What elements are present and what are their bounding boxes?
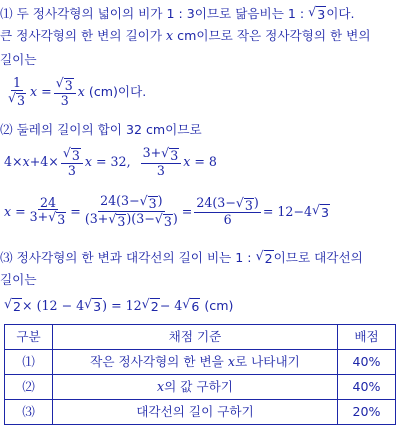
p1-line3 xyxy=(0,52,37,67)
p1-eq-tail: (cm)이다. xyxy=(88,84,147,100)
table-row xyxy=(5,375,396,400)
p1-line2-var: x xyxy=(166,28,174,43)
p2-frac3: 24(3− √ 3 ) 6 xyxy=(196,194,259,228)
p3-line2-text: 길이는 xyxy=(0,272,37,287)
p1-line3-text: 길이는 xyxy=(0,52,37,67)
p3-line1-end: 이므로 대각선의 xyxy=(273,249,363,265)
p1-line2b: cm이므로 작은 정사각형의 한 변의 xyxy=(177,28,371,43)
scoring-table xyxy=(4,324,396,425)
p1-frac1: 1 √ 3 xyxy=(8,75,26,108)
p1-line1-end: 이다. xyxy=(326,5,355,21)
p1-eq-var: x xyxy=(30,84,38,100)
row-part: ⑶ xyxy=(5,400,53,425)
p3-equation: √ 2 × (12 − 4 √ 3 ) = 12 √ 2 − 4 √ 6 (cm) xyxy=(4,296,234,314)
p1-line2 xyxy=(0,28,371,43)
p1-marker: ⑴ xyxy=(0,5,13,21)
p2-fracB: 3+ √ 3 3 xyxy=(141,146,182,178)
p2-equation-a: 4× x +4× √ 3 3 x = 32, 3+ √ 3 3 x = 8 xyxy=(4,145,217,178)
header-part: 구분 xyxy=(5,325,53,350)
p3-sqrt2: √ 2 xyxy=(255,248,273,266)
row-score: 20% xyxy=(338,400,396,425)
header-criterion: 채점 기준 xyxy=(53,325,338,350)
p2-marker: ⑵ xyxy=(0,122,13,137)
header-score: 배점 xyxy=(338,325,396,350)
p1-frac2: √ 3 3 xyxy=(54,76,76,108)
row-part: ⑴ xyxy=(5,350,53,375)
p3-line1-text: 정사각형의 한 변과 대각선의 길이 비는 1 : xyxy=(16,249,252,265)
p3-line2 xyxy=(0,272,37,287)
p3-line1 xyxy=(0,248,363,266)
p3-marker: ⑶ xyxy=(0,249,13,265)
row-score: 40% xyxy=(338,350,396,375)
row-part: ⑵ xyxy=(5,375,53,400)
p1-equation: 1 √ 3 x = √ 3 3 x (cm)이다. xyxy=(8,75,147,108)
p2-equation-b: x = 24 3+ √ 3 = 24(3− √ 3 ) (3+ √ 3 )(3− √ 3 ) = 24(3− √ 3 ) 6 = 12−4 √ 3 xyxy=(4,193,330,229)
p2-frac1: 24 3+ √ 3 xyxy=(29,194,66,228)
row-criterion: 작은 정사각형의 한 변을 x로 나타내기 xyxy=(53,350,338,375)
table-header-row xyxy=(5,325,396,350)
row-score: 40% xyxy=(338,375,396,400)
row-criterion: 대각선의 길이 구하기 xyxy=(53,400,338,425)
p1-line1 xyxy=(0,4,355,22)
table-row xyxy=(5,350,396,375)
p2-fracA: √ 3 3 xyxy=(61,146,83,178)
row-criterion: x의 값 구하기 xyxy=(53,375,338,400)
p1-eq-eq: = xyxy=(41,84,52,100)
p1-sqrt3: √ 3 xyxy=(308,4,326,22)
p1-line2a: 큰 정사각형의 한 변의 길이가 xyxy=(0,28,162,43)
p2-frac2: 24(3− √ 3 ) (3+ √ 3 )(3− √ 3 ) xyxy=(84,193,178,229)
p1-line1-text: 두 정사각형의 넓이의 비가 1 : 3이므로 닮음비는 1 : xyxy=(16,5,305,21)
p2-line1-text: 둘레의 길이의 합이 32 cm이므로 xyxy=(16,122,202,137)
table-row xyxy=(5,400,396,425)
p2-line1 xyxy=(0,122,202,137)
